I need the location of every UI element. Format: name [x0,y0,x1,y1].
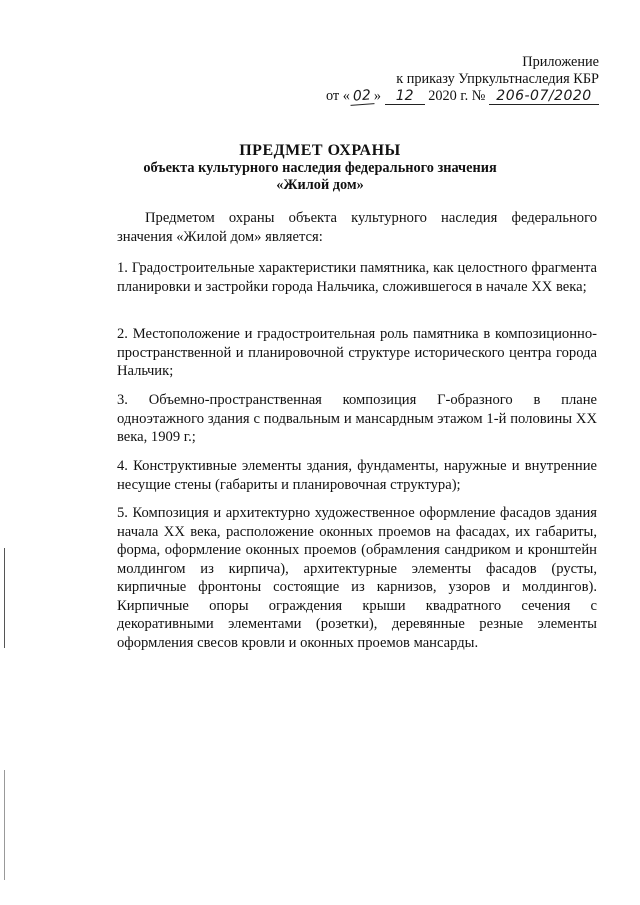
intro-text: Предметом охраны объекта культурного наследия федерального значения «Жилой дом» является: [117,210,597,245]
list-item-text: 1. Градостроительные характеристики памятника, как целостного фрагмента планировки и застройки города Нальчика, сложившегося в начале XX века; [117,260,597,295]
list-item [117,391,597,447]
title-object-name: «Жилой дом» [276,177,364,193]
title-subtitle: объекта культурного наследия федерального значения [143,160,497,176]
list-item-text: 5. Композиция и архитектурно художественное оформление фасадов здания начала XX века, расположение оконных проемов на фасадах, их габариты, форма, оформление оконных проемов (обрамления сандриком и кронштейн молдингом из кирпича), архитектурные элементы фасадов (русты, кирпичные фронтоны состоящие из карнизов, узоров и молдингов). Кирпичные опоры ограждения крыши квадратного сечения с декоративными элементами (розетки), деревянные резные элементы оформления свесов кровли и оконных проемов мансарды. [117,505,597,651]
scan-edge-artifact [4,548,5,648]
handwritten-day: 02 [349,88,374,106]
list-item-text: 4. Конструктивные элементы здания, фундаменты, наружные и внутренние несущие стены (габариты и планировочная структура); [117,458,597,493]
year-and-number-label: 2020 г. № [428,88,486,104]
list-item-text: 3. Объемно-пространственная композиция Г-образного в плане одноэтажного здания с подвальным и мансардным этажом 1-й половины XX века, 1909 г.; [117,392,597,445]
list-item [117,457,597,494]
scan-edge-artifact [4,770,5,880]
appendix-header [326,54,599,105]
list-item-text: 2. Местоположение и градостроительная роль памятника в композиционно-пространственной и планировочной структуре исторического центра города Нальчик; [117,326,597,379]
date-prefix: от « [325,88,350,104]
document-title [0,141,640,194]
intro-paragraph [117,209,597,246]
handwritten-month: 12 [385,89,425,105]
appendix-label: Приложение [522,54,599,70]
list-item [117,504,597,652]
date-close-quote: » [373,88,382,104]
handwritten-order-number: 206-07/2020 [489,89,599,105]
title-main: ПРЕДМЕТ ОХРАНЫ [239,142,401,159]
list-item [117,259,597,296]
list-item [117,325,597,381]
order-date-number [326,88,599,105]
order-reference: к приказу Упркультнаследия КБР [396,71,599,87]
